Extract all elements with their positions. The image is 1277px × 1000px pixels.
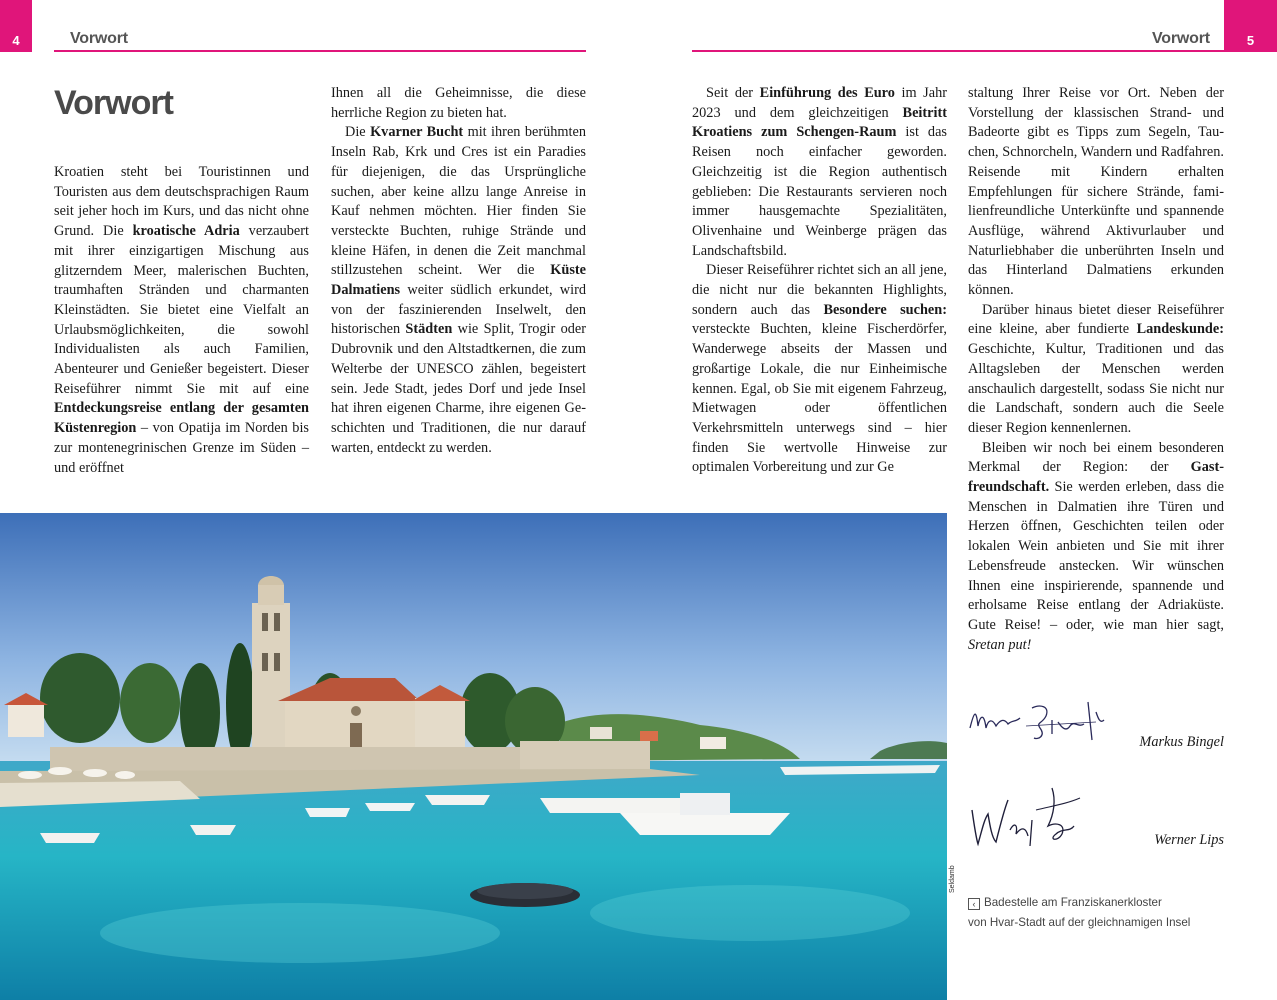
- running-header-left: Vorwort: [70, 30, 128, 47]
- text-column-3: [692, 84, 947, 478]
- text-column-2: [331, 84, 586, 458]
- photo-caption: ‹ Badestelle am Franziskanerkloster von Hvar-Stadt auf der gleichnamigen Insel: [968, 896, 1191, 929]
- signature-name: Markus Bingel: [1139, 734, 1224, 750]
- page-title: Vorwort: [54, 84, 173, 122]
- paragraph: Ihnen all die Geheimnisse, die diese herrliche Region zu bieten hat.: [331, 85, 586, 121]
- running-header-right: Vorwort: [1152, 30, 1210, 47]
- page-number-right: 5: [1224, 0, 1277, 52]
- paragraph: Kroatien steht bei Touristinnen und Touristen aus dem deutschsprachigen Raum seit jeher hoch im Kurs, und das nicht ohne Grund. Die kroatische Adria verzaubert mit ihrer einzigartigen Mischung aus glitzerndem Meer, malerischen Buchten, traumhaften Stränden und charmanten Kleinstädten. Sie bietet eine Vielfalt an Urlaubsmöglichkeiten, die sowohl Individualisten als auch Familien, Abenteurer und Genießer begeistert. Dieser Reiseführer nimmt Sie mit auf eine Entdeckungsreise entlang der gesamten Küstenregion – von Opatija im Norden bis zur montenegrinischen Grenze im Süden – und eröffnet: [54, 164, 309, 476]
- paragraph: Die Kvarner Bucht mit ihren berühmten Inseln Rab, Krk und Cres ist ein Paradies für diejenigen, die das Ursprüngliche suchen, aber keine allzu lange Anreise in Kauf nehmen möchten. Hier finden Sie versteckte Buchten, ruhige Strände und kleine Häfen, in denen die Zeit manchmal stillzustehen scheint. Wer die Küste Dalmatiens weiter südlich erkundet, wird von der faszinierenden Inselwelt, den historischen Städten wie Split, Trogir oder Dubrovnik und den Altstadtkernen, die zum Welterbe der UNESCO zählen, begeistert sein. Jede Stadt, jedes Dorf und jede Insel hat ihren eigenen Charme, ihre eigenen Geschichten und Traditionen, die nur darauf warten, entdeckt zu werden.: [331, 124, 586, 456]
- text-column-4: [968, 84, 1224, 655]
- hvar-monastery-photo: [0, 513, 947, 1000]
- paragraph: Dieser Reiseführer richtet sich an all jene, die nicht nur die bekannten Highlights, sondern auch das Besondere suchen: versteckte Buchten, kleine Fischerdörfer, Wanderwege abseits der Massen und großartige Lokale, die nur Einheimische kennen. Egal, ob Sie mit eigenem Fahrzeug, Mietwagen oder öffentlichen Verkehrsmitteln unterwegs sind – hier finden Sie wertvolle Hinweise zur optimalen Vorbereitung und zur Ge: [692, 262, 947, 476]
- paragraph: staltung Ihrer Reise vor Ort. Neben der Vorstellung der klassischen Strand- und Badeorte gibt es Tipps zum Segeln, Tauchen, Schnorcheln, Wandern und Radfahren. Reisende mit Kindern erhalten Empfehlungen für sichere Strände, familienfreundliche Unterkünfte und spannende Ausflüge, während Aktivurlauber und Naturliebhaber die unberührten Inseln und das Hinterland Dalmatiens erkunden können.: [968, 85, 1224, 299]
- paragraph: Seit der Einführung des Euro im Jahr 2023 und dem gleichzeitigen Beitritt Kroatiens zum Schengen-Raum ist das Reisen noch einfacher geworden. Gleichzeitig ist die Region authentisch geblieben: Die Restaurants servieren noch immer hausgemachte Spezialitäten, Olivenhaine und Weinberge prägen das Landschaftsbild.: [692, 85, 947, 259]
- page-number-left: 4: [0, 0, 32, 52]
- arrow-left-icon: ‹: [968, 898, 980, 910]
- header-rule-left: [54, 50, 586, 52]
- photo-credit: Seldamb: [949, 865, 956, 893]
- text-column-1: [54, 163, 309, 478]
- paragraph: Darüber hinaus bietet dieser Reiseführer eine kleine, aber fundierte Landeskunde: Geschichte, Kultur, Traditionen und das Alltagsleben der Menschen werden anschaulich dargestellt, sodass Sie nicht nur die Landschaft, sondern auch die Seele dieser Region kennenlernen.: [968, 301, 1224, 436]
- signature-name: Werner Lips: [1154, 832, 1224, 848]
- header-rule-right: [692, 50, 1224, 52]
- signature-werner-lips: [966, 780, 1116, 860]
- paragraph: Bleiben wir noch bei einem besonderen Merkmal der Region: der Gastfreundschaft. Sie werden erleben, dass die Menschen in Dalmatien ihre Türen und Herzen öffnen, Geschichten teilen oder lokalen Wein anbieten und Sie mit ihrer Lebensfreude anstecken. Wir wünschen Ihnen eine inspirierende, spannende und erholsame Reise entlang der Adriaküste. Gute Reise! – oder, wie man hier sagt, Sretan put!: [968, 439, 1224, 653]
- signature-markus-bingel: [966, 698, 1116, 750]
